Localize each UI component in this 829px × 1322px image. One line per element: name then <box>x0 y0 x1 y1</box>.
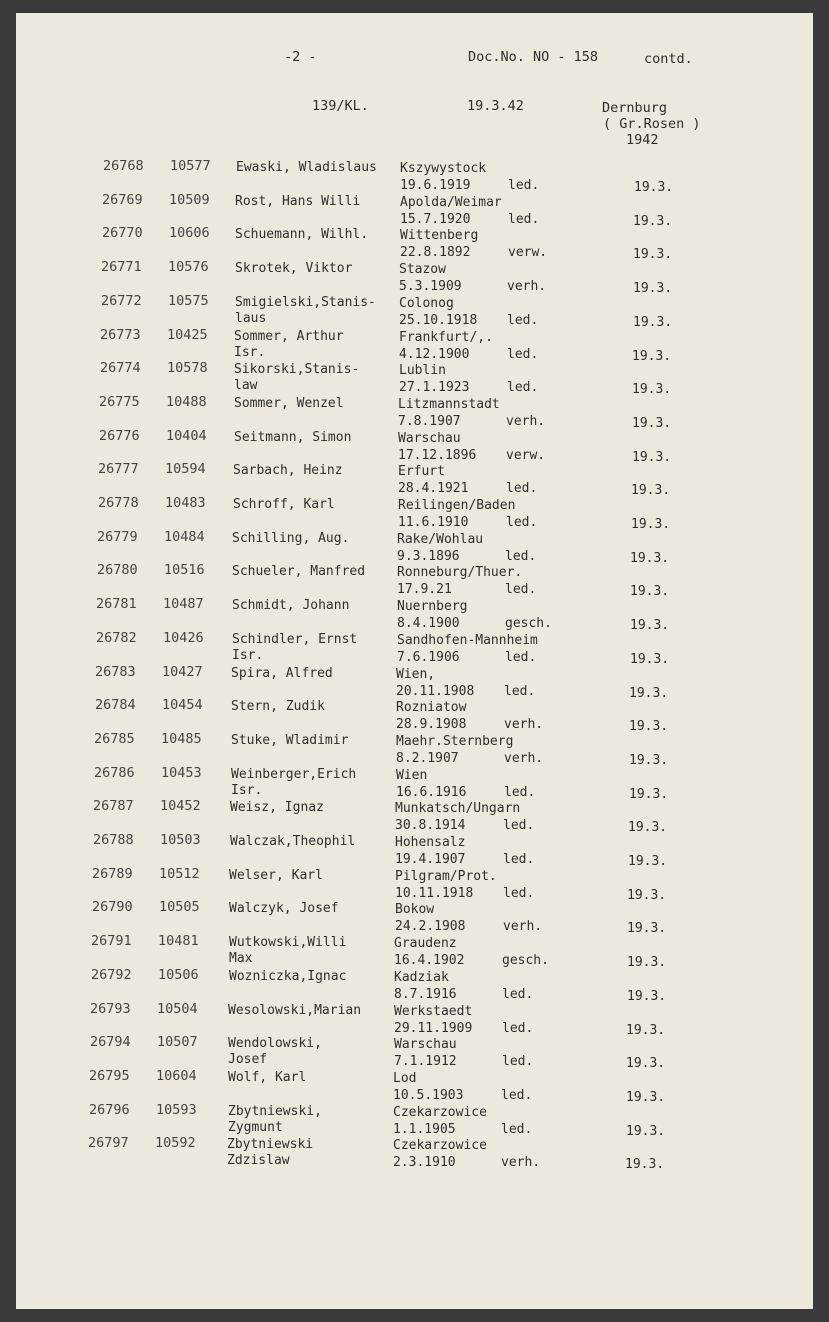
table-row <box>16 732 813 766</box>
table-row <box>16 562 813 600</box>
prisoner-number: 26771 <box>101 259 142 276</box>
prisoner-number: 26780 <box>97 562 138 579</box>
birthplace: Wien, <box>396 666 436 682</box>
prisoner-number: 26789 <box>92 865 133 882</box>
birthplace: Erfurt <box>398 464 445 480</box>
prisoner-number: 26797 <box>88 1135 129 1152</box>
table-row <box>16 899 813 937</box>
prisoner-name-cont: law <box>234 378 258 394</box>
prisoner-number: 26781 <box>96 596 137 613</box>
camp-number: 10577 <box>170 158 211 174</box>
prisoner-number: 26776 <box>99 427 140 444</box>
birth-date: 16.4.1902 <box>394 953 465 969</box>
prisoner-name: Stern, Zudik <box>231 699 325 715</box>
transfer-date: 19.3. <box>627 988 667 1004</box>
birthplace: Warschau <box>398 430 461 446</box>
birthplace: Kadziak <box>394 969 449 985</box>
camp-number: 10426 <box>163 629 204 646</box>
table-row <box>16 328 813 362</box>
prisoner-name: Schueler, Manfred <box>232 564 366 580</box>
prisoner-name: Zbytniewski, <box>228 1103 322 1119</box>
birth-date: 17.9.21 <box>397 582 452 598</box>
prisoner-name: Schindler, Ernst <box>232 631 358 647</box>
transfer-date: 19.3. <box>631 517 671 532</box>
prisoner-number: 26778 <box>98 495 139 511</box>
marital-status: led. <box>502 1020 534 1036</box>
birthplace: Maehr.Sternberg <box>396 733 514 749</box>
prisoner-number: 26785 <box>94 730 135 747</box>
transfer-date: 19.3. <box>626 1123 666 1139</box>
prisoner-number: 26775 <box>99 393 140 410</box>
camp-number: 10512 <box>159 865 200 882</box>
prisoner-number: 26794 <box>90 1034 131 1051</box>
camp-number: 10427 <box>162 663 203 680</box>
transfer-date: 19.3. <box>629 719 669 735</box>
transfer-date: 19.3. <box>626 1056 666 1072</box>
prisoner-name: Zbytniewski <box>227 1137 314 1153</box>
camp-number: 10516 <box>164 562 205 579</box>
transfer-date: 19.3. <box>629 786 669 802</box>
prisoner-name: Walczyk, Josef <box>229 901 339 917</box>
birth-date: 7.8.1907 <box>398 413 461 429</box>
table-row <box>16 1069 813 1103</box>
prisoner-name: Schmidt, Johann <box>232 598 350 614</box>
transfer-date: 19.3. <box>632 382 672 398</box>
destination-line-2: ( Gr.Rosen ) <box>603 116 701 132</box>
birth-date: 8.7.1916 <box>394 986 457 1002</box>
prisoner-number: 26782 <box>96 629 137 646</box>
camp-number: 10481 <box>158 933 199 950</box>
prisoner-number: 26774 <box>100 360 141 377</box>
birthplace: Ronneburg/Thuer. <box>397 565 523 581</box>
transfer-date: 19.3. <box>627 921 667 937</box>
transfer-date: 19.3. <box>633 213 673 229</box>
birth-date: 5.3.1909 <box>399 279 462 295</box>
table-row <box>16 1103 813 1137</box>
birth-date: 28.9.1908 <box>396 717 467 733</box>
marital-status: led. <box>503 852 535 867</box>
birth-date: 11.6.1910 <box>398 515 469 530</box>
camp-number: 10484 <box>164 528 205 545</box>
transfer-date: 19.3. <box>630 550 670 566</box>
marital-status: led. <box>508 211 540 227</box>
prisoner-number: 26787 <box>93 798 134 815</box>
table-row <box>16 867 813 901</box>
prisoner-number: 26796 <box>89 1101 130 1118</box>
camp-number: 10485 <box>161 730 202 747</box>
birth-date: 20.11.1908 <box>396 683 475 699</box>
prisoner-number: 26788 <box>93 832 134 848</box>
prisoner-name: Wesolowski,Marian <box>228 1002 362 1018</box>
birth-date: 9.3.1896 <box>397 548 460 564</box>
camp-number: 10404 <box>166 427 207 444</box>
marital-status: led. <box>502 986 534 1002</box>
transfer-date: 19.3. <box>626 1022 666 1038</box>
transfer-date: 19.3. <box>628 854 668 869</box>
camp-number: 10425 <box>167 326 208 343</box>
birthplace: Graudenz <box>394 936 457 952</box>
transfer-date: 19.3. <box>628 820 668 836</box>
birth-date: 25.10.1918 <box>399 312 478 328</box>
marital-status: led. <box>505 649 537 665</box>
prisoner-name-cont: Isr. <box>234 344 266 360</box>
prisoner-number: 26791 <box>91 933 132 950</box>
prisoner-name: Rost, Hans Willi <box>235 193 361 209</box>
table-row <box>16 766 813 800</box>
camp-number: 10487 <box>163 596 204 613</box>
transfer-date: 19.3. <box>633 314 673 330</box>
birth-date: 22.8.1892 <box>400 245 471 261</box>
birth-date: 8.4.1900 <box>397 616 460 632</box>
birthplace: Werkstaedt <box>394 1003 473 1019</box>
table-row <box>16 1034 813 1072</box>
marital-status: verh. <box>507 279 547 295</box>
prisoner-name: Weisz, Ignaz <box>230 800 324 816</box>
birth-date: 4.12.1900 <box>399 346 470 362</box>
birthplace: Czekarzowice <box>393 1138 487 1154</box>
prisoner-name: Ewaski, Wladislaus <box>236 160 377 175</box>
marital-status: verw. <box>506 447 546 463</box>
transfer-date: 19.3. <box>633 247 673 263</box>
marital-status: verh. <box>506 413 546 429</box>
table-row <box>16 596 813 634</box>
birth-date: 28.4.1921 <box>398 481 469 497</box>
prisoner-number: 26783 <box>95 663 136 680</box>
marital-status: led. <box>505 582 537 598</box>
transfer-date: 19.3. <box>630 584 670 600</box>
transfer-date: 19.3. <box>632 348 672 364</box>
prisoner-name: Schilling, Aug. <box>232 530 350 546</box>
camp-number: 10578 <box>167 360 208 377</box>
page-number: -2 - <box>284 49 317 65</box>
prisoner-name: Sommer, Arthur <box>234 328 344 344</box>
table-row <box>16 429 813 463</box>
camp-number: 10506 <box>158 966 199 983</box>
birth-date: 15.7.1920 <box>400 211 471 227</box>
prisoner-name: Sarbach, Heinz <box>233 463 343 479</box>
table-row <box>16 933 813 971</box>
camp-number: 10575 <box>168 292 209 309</box>
table-row <box>16 360 813 398</box>
marital-status: verh. <box>504 750 544 766</box>
birth-date: 16.6.1916 <box>396 784 467 800</box>
birth-date: 19.6.1919 <box>400 178 471 193</box>
prisoner-name-cont: Max <box>229 951 253 967</box>
prisoner-name: Welser, Karl <box>229 867 323 883</box>
transfer-date: 19.3. <box>629 685 669 701</box>
transfer-date: 19.3. <box>627 887 667 903</box>
prisoner-number: 26795 <box>89 1067 130 1084</box>
prisoner-number: 26790 <box>92 899 133 916</box>
prisoner-name-cont: Isr. <box>232 647 264 663</box>
table-row <box>16 530 813 564</box>
prisoner-name: Schuemann, Wilhl. <box>235 227 369 243</box>
birthplace: Sandhofen-Mannheim <box>397 632 538 648</box>
birth-date: 17.12.1896 <box>398 447 477 463</box>
transfer-date: 19.3. <box>625 1157 665 1173</box>
birth-date: 19.4.1907 <box>395 852 466 867</box>
birth-date: 24.2.1908 <box>395 919 466 935</box>
birthplace: Rake/Wohlau <box>397 531 484 547</box>
birthplace: Munkatsch/Ungarn <box>395 801 521 817</box>
destination-line-1: Dernburg <box>602 100 668 116</box>
list-reference: 139/KL. <box>312 98 369 114</box>
birthplace: Stazow <box>399 262 446 278</box>
transfer-date: 19.3. <box>632 449 672 465</box>
prisoner-number: 26768 <box>103 158 144 174</box>
transfer-date: 19.3. <box>630 651 670 667</box>
prisoner-name: Skrotek, Viktor <box>235 261 353 277</box>
marital-status: verh. <box>503 919 543 935</box>
marital-status: led. <box>508 178 540 193</box>
camp-number: 10576 <box>168 259 209 276</box>
birth-date: 27.1.1923 <box>399 380 470 396</box>
prisoner-number: 26779 <box>97 528 138 545</box>
birth-date: 2.3.1910 <box>393 1155 456 1171</box>
camp-number: 10606 <box>169 225 210 242</box>
birthplace: Hohensalz <box>395 835 466 850</box>
document-page <box>16 13 813 1309</box>
table-row <box>16 833 813 867</box>
table-row <box>16 798 813 836</box>
birthplace: Czekarzowice <box>393 1104 487 1120</box>
prisoner-name: Wutkowski,Willi <box>229 935 347 951</box>
marital-status: led. <box>503 885 535 901</box>
marital-status: led. <box>504 784 536 800</box>
prisoner-number: 26769 <box>102 191 143 208</box>
prisoner-number: 26793 <box>90 1000 131 1017</box>
prisoner-name: Sikorski,Stanis- <box>234 362 360 378</box>
table-row <box>16 259 813 297</box>
prisoner-name-cont: laus <box>235 310 267 326</box>
marital-status: led. <box>501 1087 533 1103</box>
prisoner-name: Walczak,Theophil <box>230 834 356 849</box>
birthplace: Rozniatow <box>396 700 467 716</box>
prisoner-name: Stuke, Wladimir <box>231 732 349 748</box>
birth-date: 10.5.1903 <box>393 1087 464 1103</box>
table-row <box>16 665 813 699</box>
camp-number: 10503 <box>160 832 201 848</box>
birthplace: Warschau <box>394 1037 457 1053</box>
transport-date: 19.3.42 <box>467 98 524 114</box>
marital-status: led. <box>507 346 539 362</box>
marital-status: verh. <box>504 717 544 733</box>
marital-status: led. <box>507 312 539 328</box>
table-row <box>16 395 813 429</box>
destination-line-3: 1942 <box>626 132 659 148</box>
prisoner-number: 26777 <box>98 461 139 478</box>
prisoner-name: Seitmann, Simon <box>234 429 352 445</box>
table-row <box>16 294 813 328</box>
birthplace: Litzmannstadt <box>398 396 500 412</box>
marital-status: gesch. <box>505 616 552 632</box>
birth-date: 7.6.1906 <box>397 649 460 665</box>
birthplace: Reilingen/Baden <box>398 498 516 513</box>
camp-number: 10453 <box>161 764 202 781</box>
birth-date: 8.2.1907 <box>396 750 459 766</box>
birth-date: 7.1.1912 <box>394 1054 457 1070</box>
marital-status: led. <box>506 515 538 530</box>
prisoner-name-cont: Isr. <box>231 782 263 798</box>
birthplace: Lod <box>393 1070 417 1086</box>
prisoner-name: Schroff, Karl <box>233 497 335 512</box>
birthplace: Lublin <box>399 363 446 379</box>
birthplace: Apolda/Weimar <box>400 194 502 210</box>
camp-number: 10604 <box>156 1067 197 1084</box>
prisoner-name-cont: Josef <box>228 1052 268 1068</box>
birthplace: Colonog <box>399 295 454 311</box>
camp-number: 10593 <box>156 1101 197 1118</box>
camp-number: 10592 <box>155 1135 196 1152</box>
marital-status: led. <box>507 380 539 396</box>
prisoner-name: Spira, Alfred <box>231 665 333 681</box>
birth-date: 1.1.1905 <box>393 1121 456 1137</box>
transfer-date: 19.3. <box>627 955 667 971</box>
prisoner-name: Wendolowski, <box>228 1036 322 1052</box>
table-row <box>16 697 813 735</box>
transfer-date: 19.3. <box>630 618 670 634</box>
prisoner-number: 26792 <box>91 966 132 983</box>
camp-number: 10452 <box>160 798 201 815</box>
table-row <box>16 461 813 499</box>
marital-status: led. <box>506 481 538 497</box>
birthplace: Bokow <box>395 902 435 918</box>
contd-label: contd. <box>644 51 693 67</box>
prisoner-name: Sommer, Wenzel <box>234 395 344 411</box>
transfer-date: 19.3. <box>634 180 674 195</box>
transfer-date: 19.3. <box>629 752 669 768</box>
birth-date: 29.11.1909 <box>394 1020 473 1036</box>
marital-status: led. <box>502 1054 534 1070</box>
transfer-date: 19.3. <box>632 415 672 431</box>
birthplace: Pilgram/Prot. <box>395 868 497 884</box>
prisoner-name-cont: Zygmunt <box>228 1119 283 1135</box>
table-row <box>16 1002 813 1036</box>
marital-status: gesch. <box>502 953 549 969</box>
prisoner-number: 26772 <box>101 292 142 309</box>
transfer-date: 19.3. <box>631 483 671 499</box>
table-row <box>16 159 813 193</box>
birthplace: Wittenberg <box>400 228 479 244</box>
marital-status: led. <box>501 1121 533 1137</box>
table-row <box>16 496 813 530</box>
birth-date: 30.8.1914 <box>395 818 466 834</box>
birth-date: 10.11.1918 <box>395 885 474 901</box>
prisoner-name: Weinberger,Erich <box>231 766 357 782</box>
prisoner-name: Smigielski,Stanis- <box>235 294 376 310</box>
table-row <box>16 968 813 1002</box>
prisoner-number: 26773 <box>100 326 141 343</box>
marital-status: led. <box>505 548 537 564</box>
marital-status: led. <box>503 818 535 834</box>
transfer-date: 19.3. <box>633 281 673 297</box>
table-row <box>16 1135 813 1173</box>
prisoner-number: 26770 <box>102 225 143 242</box>
camp-number: 10504 <box>157 1000 198 1017</box>
table-row <box>16 193 813 227</box>
doc-number: Doc.No. NO - 158 <box>468 49 599 65</box>
prisoner-number: 26786 <box>94 764 135 781</box>
prisoner-name-cont: Zdzislaw <box>227 1153 290 1169</box>
camp-number: 10488 <box>166 393 207 410</box>
prisoner-name: Wolf, Karl <box>228 1069 307 1085</box>
birthplace: Wien <box>396 767 428 783</box>
marital-status: verh. <box>501 1155 541 1171</box>
birthplace: Kszywystock <box>400 161 487 176</box>
table-row <box>16 631 813 665</box>
marital-status: verw. <box>508 245 548 261</box>
table-row <box>16 225 813 263</box>
camp-number: 10483 <box>165 495 206 511</box>
birthplace: Nuernberg <box>397 599 468 615</box>
camp-number: 10507 <box>157 1034 198 1051</box>
camp-number: 10505 <box>159 899 200 916</box>
prisoner-name: Wozniczka,Ignac <box>229 968 347 984</box>
camp-number: 10454 <box>162 697 203 714</box>
prisoner-number: 26784 <box>95 697 136 714</box>
camp-number: 10509 <box>169 191 210 208</box>
transfer-date: 19.3. <box>626 1089 666 1105</box>
birthplace: Frankfurt/,. <box>399 329 493 345</box>
camp-number: 10594 <box>165 461 206 478</box>
marital-status: led. <box>504 683 536 699</box>
